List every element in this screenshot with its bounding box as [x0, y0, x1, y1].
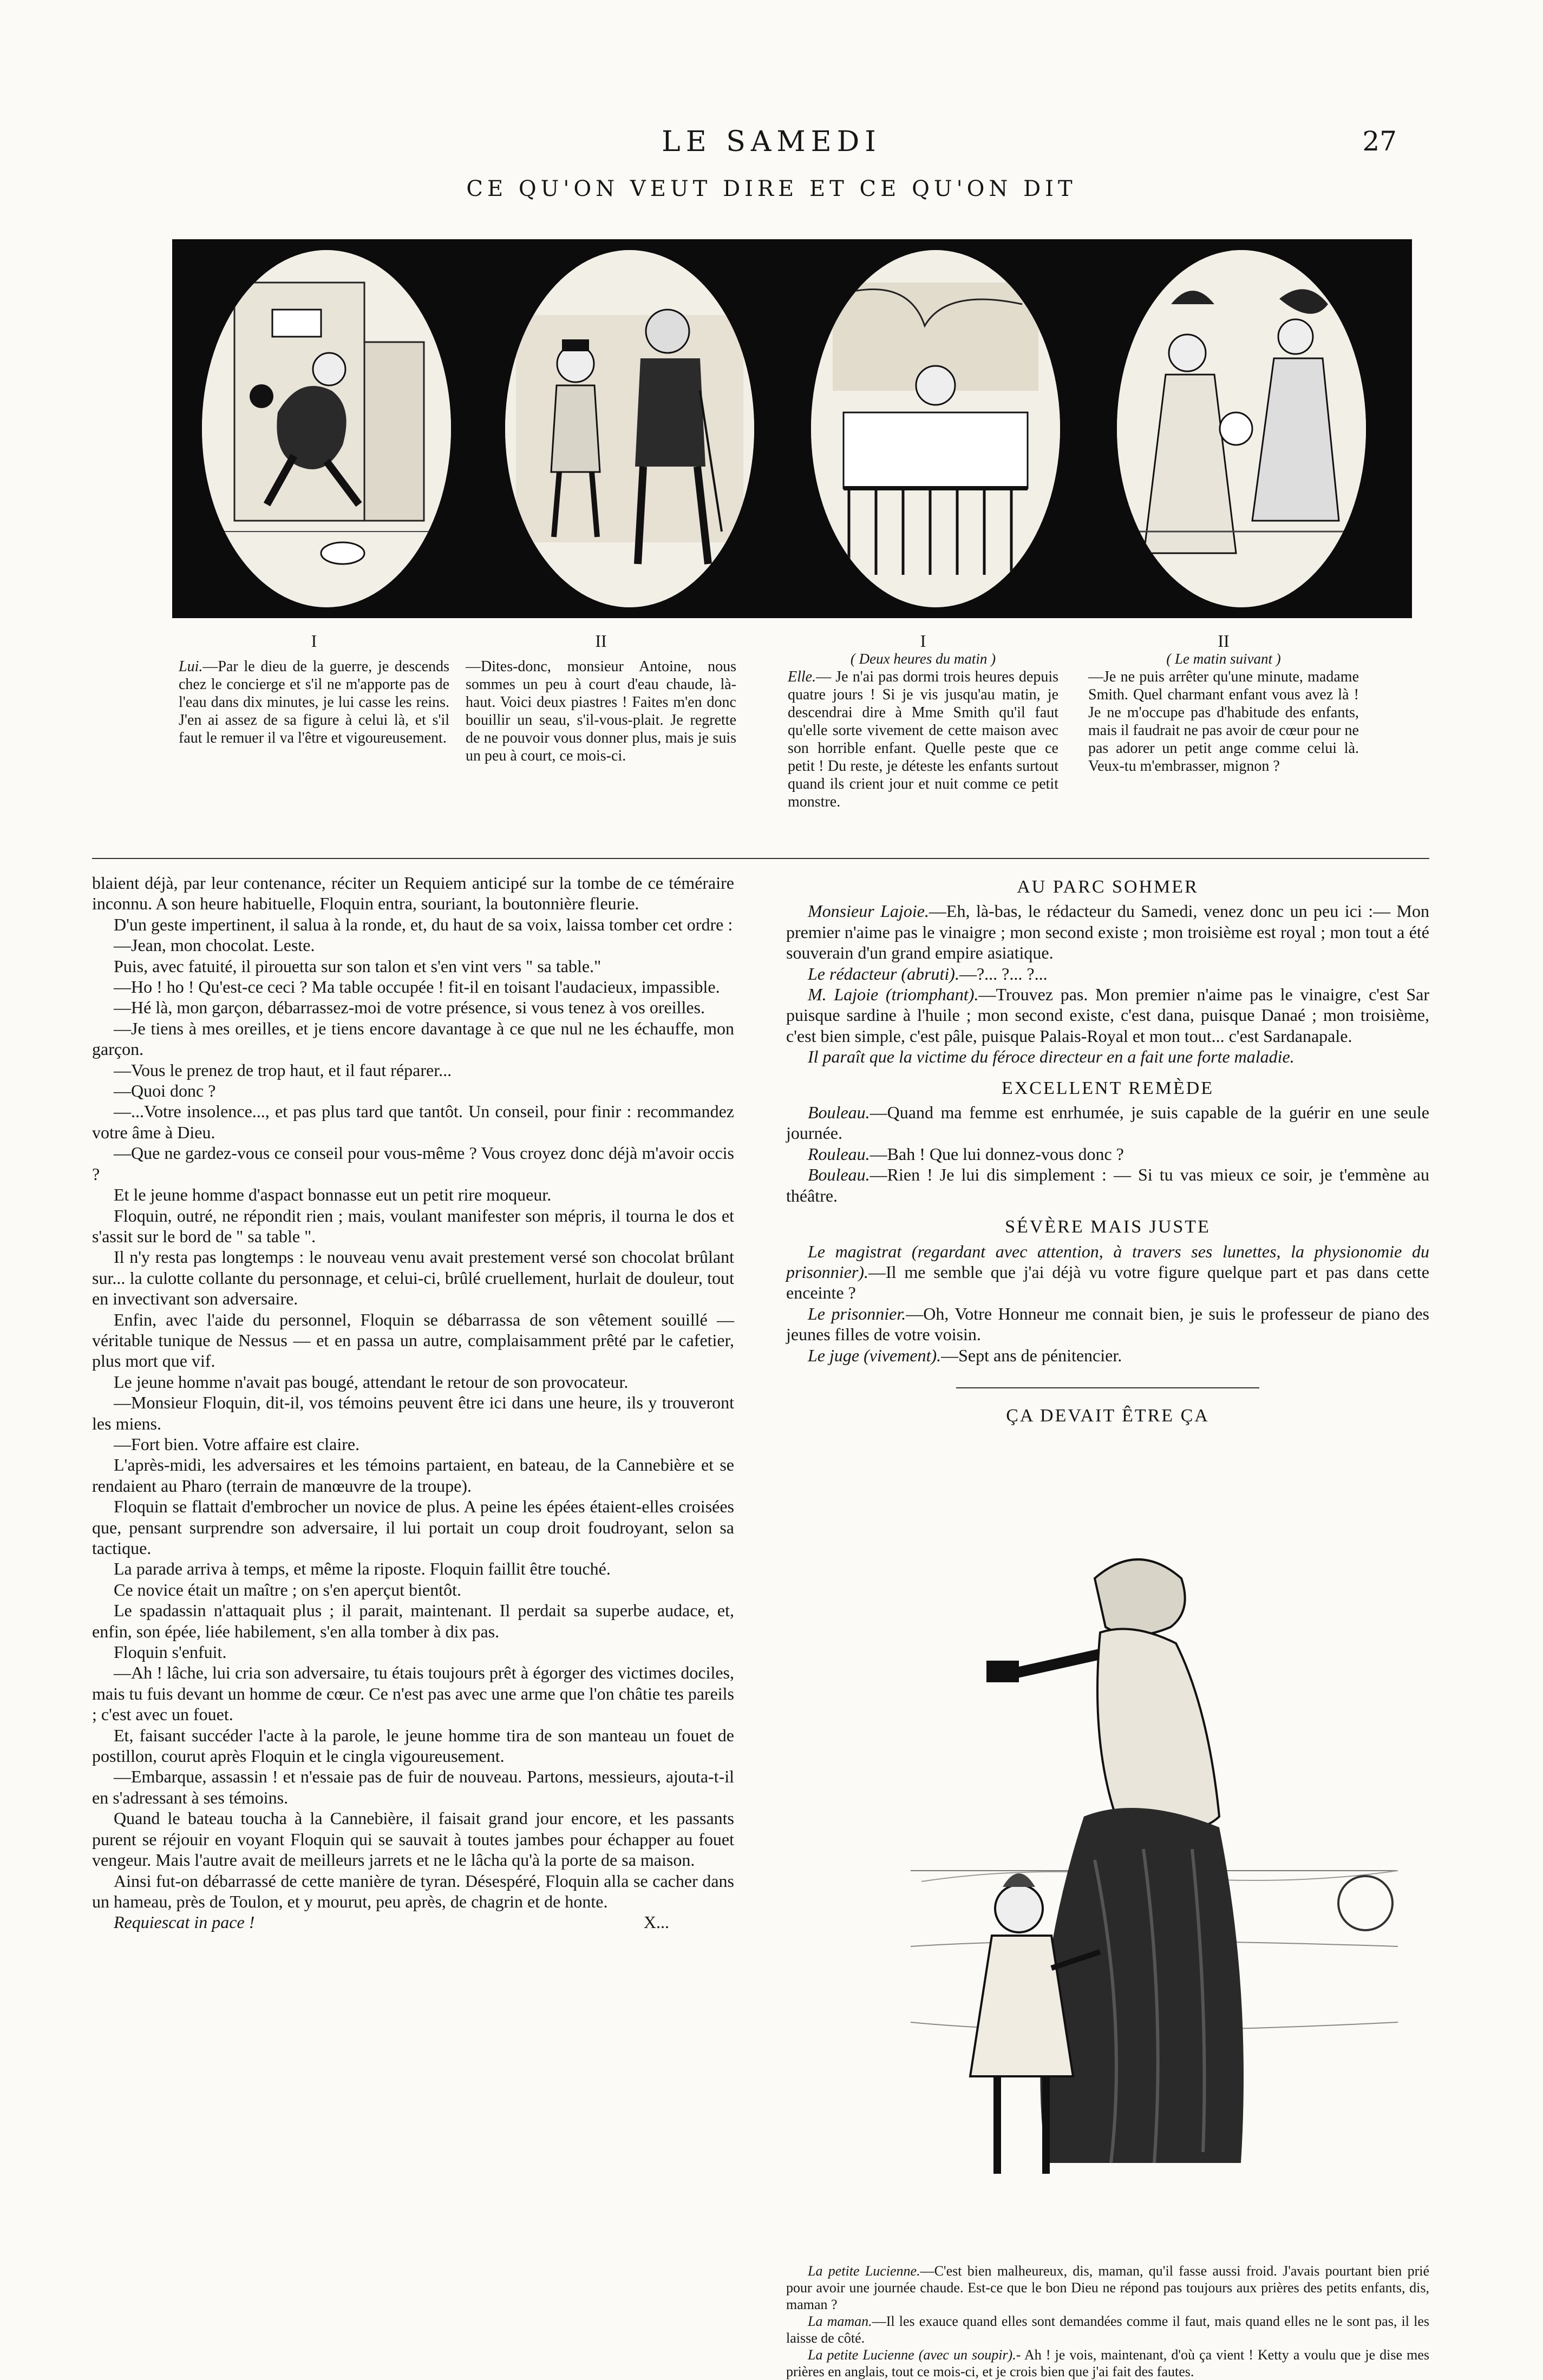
speaker: M. Lajoie (triomphant).	[808, 985, 979, 1005]
line-text: —Il les exauce quand elles sont demandées comme il faut, mais quand elles ne le sont pas, il les laisse de côté.	[786, 2313, 1429, 2346]
panel-caption-2	[466, 632, 736, 765]
panel-numeral: I	[920, 631, 926, 651]
line-text: —Rien ! Je lui dis simplement : — Si tu vas mieux ce soir, je t'emmène au théâtre.	[786, 1165, 1429, 1205]
panel-caption-4	[1088, 632, 1359, 775]
story-paragraph: Et le jeune homme d'aspact bonnasse eut un petit rire moqueur.	[114, 1185, 552, 1205]
panel-text: —Par le dieu de la guerre, je descends chez le concierge et s'il ne m'apporte pas de l'eau dans dix minutes, je lui casse les reins. J'en ai assez de sa figure à celui là, et s'il faut le remuer il va l'être et vigoureusement.	[179, 658, 449, 746]
closing-line: Requiescat in pace !	[114, 1912, 255, 1932]
panel-text: —Je ne puis arrêter qu'une minute, madame Smith. Quel charmant enfant vous avez là ! Je ne m'occupe pas d'habitude des enfants, mais il faudrait ne pas avoir de cœur pour ne pas adorer un petit ange comme celui là. Veux-tu m'embrasser, mignon ?	[1088, 668, 1359, 775]
speaker: Rouleau.	[808, 1144, 870, 1164]
line-text: —Bah ! Que lui donnez-vous donc ?	[869, 1144, 1124, 1164]
dialogue-line	[786, 1102, 1429, 1144]
story-paragraph: La parade arriva à temps, et même la riposte. Floquin faillit être touché.	[114, 1559, 611, 1579]
panel-subtitle: ( Deux heures du matin )	[850, 651, 996, 667]
dialogue-line: Il paraît que la victime du féroce directeur en a fait une forte maladie.	[808, 1047, 1294, 1067]
story-paragraph: —Fort bien. Votre affaire est claire.	[114, 1434, 360, 1454]
story-paragraph: —Embarque, assassin ! et n'essaie pas de fuir de nouveau. Partons, messieurs, ajouta-t-il en s'adressant à ses témoins.	[92, 1767, 734, 1807]
dialogue-line	[786, 984, 1429, 1046]
section-title-remede: EXCELLENT REMÈDE	[1001, 1078, 1214, 1098]
story-paragraph: Il n'y resta pas longtemps : le nouveau venu avait prestement versé son chocolat brûlant sur... la culotte collante du personnage, et celui-ci, brûlé cruellement, hurlait de douleur, tout en invectivant son adversaire.	[92, 1247, 734, 1309]
speaker: Le prisonnier.	[808, 1303, 906, 1323]
line-text: —Sept ans de pénitencier.	[941, 1345, 1122, 1365]
section-title-severe: SÉVÈRE MAIS JUSTE	[1005, 1217, 1211, 1237]
story-signoff	[92, 1912, 734, 1932]
panel-numeral: II	[1218, 631, 1230, 651]
illustration-mother-child	[889, 1535, 1420, 2239]
line-text: —Eh, là-bas, le rédacteur du Samedi, venez donc un peu ici :— Mon premier n'aime pas le vinaigre ; mon second existe ; mon troisième est royal ; mon tout a été souverain d'un grand empire asiatique.	[786, 901, 1430, 963]
line-text: —Quand ma femme est enrhumée, je suis capable de la guérir en une seule journée.	[786, 1103, 1429, 1143]
story-paragraph: Enfin, avec l'aide du personnel, Floquin se débarrassa de son vêtement souillé — véritable tunique de Nessus — et en passa un autre, complaisamment prêté par le cafetier, plus mort que vif.	[92, 1309, 734, 1371]
dialogue-line	[786, 2346, 1429, 2380]
story-paragraph: blaient déjà, par leur contenance, réciter un Requiem anticipé sur la tombe de ce téméraire inconnu. A son heure habituelle, Floquin entra, souriant, la boutonnière fleurie.	[92, 873, 734, 914]
story-paragraph: —Ah ! lâche, lui cria son adversaire, tu étais toujours prêt à égorger des victimes dociles, mais tu fuis devant un homme de cœur. Ce n'est pas avec une arme que l'on châtie tes pareils ; c'est avec un fouet.	[92, 1663, 734, 1725]
journal-title: LE SAMEDI	[662, 126, 881, 158]
vignette-two-men	[505, 250, 754, 607]
dialogue-line	[786, 2263, 1429, 2313]
speaker: Le magistrat (regardant avec attention, à travers ses lunettes, la physionomie du prisonnier).	[786, 1241, 1429, 1282]
dialogue-line	[786, 1164, 1429, 1206]
story-paragraph: —Quoi donc ?	[114, 1081, 216, 1101]
story-paragraph: —Je tiens à mes oreilles, et je tiens encore davantage à ce que nul ne les échauffe, mon garçon.	[92, 1018, 734, 1059]
dialogue-line	[786, 901, 1429, 963]
vignette-woman-in-bed	[811, 250, 1060, 607]
dialogue-line	[786, 2313, 1429, 2346]
line-text: —Il me semble que j'ai déjà vu votre figure quelque part et pas dans cette enceinte ?	[786, 1262, 1429, 1303]
vignette-two-women-child	[1117, 250, 1366, 607]
section-title-ca: ÇA DEVAIT ÊTRE ÇA	[1006, 1405, 1209, 1426]
story-paragraph: —Hé là, mon garçon, débarrassez-moi de votre présence, si vous tenez à vos oreilles.	[114, 998, 705, 1018]
dialogue-line	[786, 1241, 1429, 1303]
speaker: La maman.	[808, 2313, 872, 2329]
story-paragraph: —...Votre insolence..., et pas plus tard que tantôt. Un conseil, pour finir : recommandez votre âme à Dieu.	[92, 1102, 734, 1142]
dialogue-line	[786, 1303, 1429, 1345]
story-paragraph: —Que ne gardez-vous ce conseil pour vous-même ? Vous croyez donc déjà m'avoir occis ?	[92, 1143, 734, 1184]
story-paragraph: —Ho ! ho ! Qu'est-ce ceci ? Ma table occupée ! fit-il en toisant l'audacieux, impassible.	[114, 977, 720, 997]
story-paragraph: Quand le bateau toucha à la Cannebière, il faisait grand jour encore, et les passants purent se réjouir en voyant Floquin qui se sauvait à toutes jambes pour échapper au fouet vengeur. Mais l'autre avait de meilleurs jarrets et ne le lâcha qu'à la porte de sa maison.	[92, 1808, 734, 1870]
cartoon-band	[172, 239, 1412, 618]
jokes-column	[786, 873, 1429, 1430]
panel-subtitle: ( Le matin suivant )	[1166, 651, 1281, 667]
line-text: - Ah ! je vois, maintenant, d'où ça vient ! Ketty a voulu que je dise mes prières en anglais, tout ce mois-ci, et je crois bien que j'ai fait des fautes.	[786, 2347, 1429, 2379]
speaker: La petite Lucienne (avec un soupir).	[808, 2347, 1016, 2363]
panel-text: —Dites-donc, monsieur Antoine, nous sommes un peu à court d'eau chaude, là-haut. Voici deux piastres ! Faites m'en donc bouillir un seau, s'il-vous-plait. Je regrette de ne pouvoir vous donner plus, mais je suis un peu à court, ce mois-ci.	[466, 658, 736, 764]
cartoon-title: CE QU'ON VEUT DIRE ET CE QU'ON DIT	[466, 176, 1077, 201]
line-text: —Trouvez pas. Mon premier n'aime pas le vinaigre, c'est Sar puisque sardine à l'huile ; mon second existe, c'est dana, puisque Danaé ; mon troisième, c'est bien simple, c'est pâle, puisque Palais-Royal et mon tout... c'est Sardanapale.	[786, 985, 1430, 1046]
story-paragraph: Et, faisant succéder l'acte à la parole, le jeune homme tira de son manteau un fouet de postillon, courut après Floquin et le cingla vigoureusement.	[92, 1725, 734, 1766]
story-paragraph: —Jean, mon chocolat. Leste.	[114, 935, 315, 955]
page-number: 27	[1362, 126, 1397, 157]
speaker: La petite Lucienne.	[808, 2263, 920, 2279]
line-text: —Oh, Votre Honneur me connait bien, je suis le professeur de piano des jeunes filles de votre voisin.	[786, 1303, 1430, 1345]
panel-text: — Je n'ai pas dormi trois heures depuis quatre jours ! Si je vis jusqu'au matin, je descendrai dire à Mme Smith qu'il faut qu'elle sorte vivement de cette maison avec son horrible enfant. Quelle peste que ce petit ! Du reste, je déteste les enfants surtout quand ils crient jour et nuit comme ce petit monstre.	[788, 668, 1058, 810]
story-paragraph: —Monsieur Floquin, dit-il, vos témoins peuvent être ici dans une heure, ils y trouveront les miens.	[92, 1393, 734, 1433]
dialogue-line	[786, 1144, 1429, 1164]
panel-numeral: II	[595, 631, 607, 651]
story-paragraph: Le jeune homme n'avait pas bougé, attendant le retour de son provocateur.	[114, 1372, 629, 1392]
speaker: Bouleau.	[808, 1103, 870, 1123]
story-paragraph: Ce novice était un maître ; on s'en aperçut bientôt.	[114, 1579, 461, 1599]
story-paragraph: Floquin se flattait d'embrocher un novice de plus. A peine les épées étaient-elles croisées que, pensant surprendre son adversaire, il lui portait un coup droit foudroyant, selon sa tactique.	[92, 1497, 734, 1558]
story-paragraph: L'après-midi, les adversaires et les témoins partaient, en bateau, de la Cannebière et se rendaient au Pharo (terrain de manœuvre de la troupe).	[92, 1455, 734, 1496]
story-paragraph: Ainsi fut-on débarrassé de cette manière de tyran. Désespéré, Floquin alla se cacher dans un hameau, près de Toulon, et y mourut, peu après, de chagrin et de honte.	[92, 1871, 734, 1911]
panel-speaker: Elle.	[788, 668, 816, 685]
story-paragraph: Floquin s'enfuit.	[114, 1642, 227, 1662]
line-text: —C'est bien malheureux, dis, maman, qu'il fasse aussi froid. J'avais pourtant bien prié pour avoir une journée chaude. Est-ce que le bon Dieu ne répond pas toujours aux prières des petits enfants, dis, maman ?	[786, 2263, 1430, 2312]
story-paragraph: D'un geste impertinent, il salua à la ronde, et, du haut de sa voix, laissa tomber cet ordre :	[114, 914, 733, 934]
speaker: Monsieur Lajoie.	[808, 901, 929, 921]
story-paragraph: Floquin, outré, ne répondit rien ; mais, voulant manifester son mépris, il tourna le dos et s'assit sur le bord de " sa table ".	[92, 1205, 734, 1246]
panel-numeral: I	[311, 631, 317, 651]
panel-caption-3	[788, 632, 1058, 811]
speaker: Bouleau.	[808, 1165, 870, 1185]
line-text: —?... ?... ?...	[959, 963, 1048, 984]
illustration-caption	[786, 2263, 1429, 2380]
panel-speaker: Lui.	[179, 658, 203, 675]
story-paragraph: Le spadassin n'attaquait plus ; il parait, maintenant. Il perdait sa superbe audace, et, enfin, son épée, liée habilement, s'en alla tomber à dix pas.	[92, 1601, 734, 1641]
speaker: Le rédacteur (abruti).	[808, 963, 959, 984]
section-title-parc: AU PARC SOHMER	[1017, 877, 1199, 897]
story-paragraph: Puis, avec fatuité, il pirouetta sur son talon et s'en vint vers " sa table."	[114, 956, 601, 976]
dialogue-line	[786, 1345, 1429, 1366]
story-column	[92, 873, 734, 1933]
vignette-man-kicking-door	[202, 250, 451, 607]
author-signature: X...	[643, 1912, 669, 1932]
speaker: Le juge (vivement).	[808, 1345, 942, 1365]
story-paragraph: —Vous le prenez de trop haut, et il faut réparer...	[114, 1060, 452, 1080]
dialogue-line	[786, 963, 1429, 984]
section-divider	[92, 858, 1429, 859]
panel-caption-1	[179, 632, 449, 747]
